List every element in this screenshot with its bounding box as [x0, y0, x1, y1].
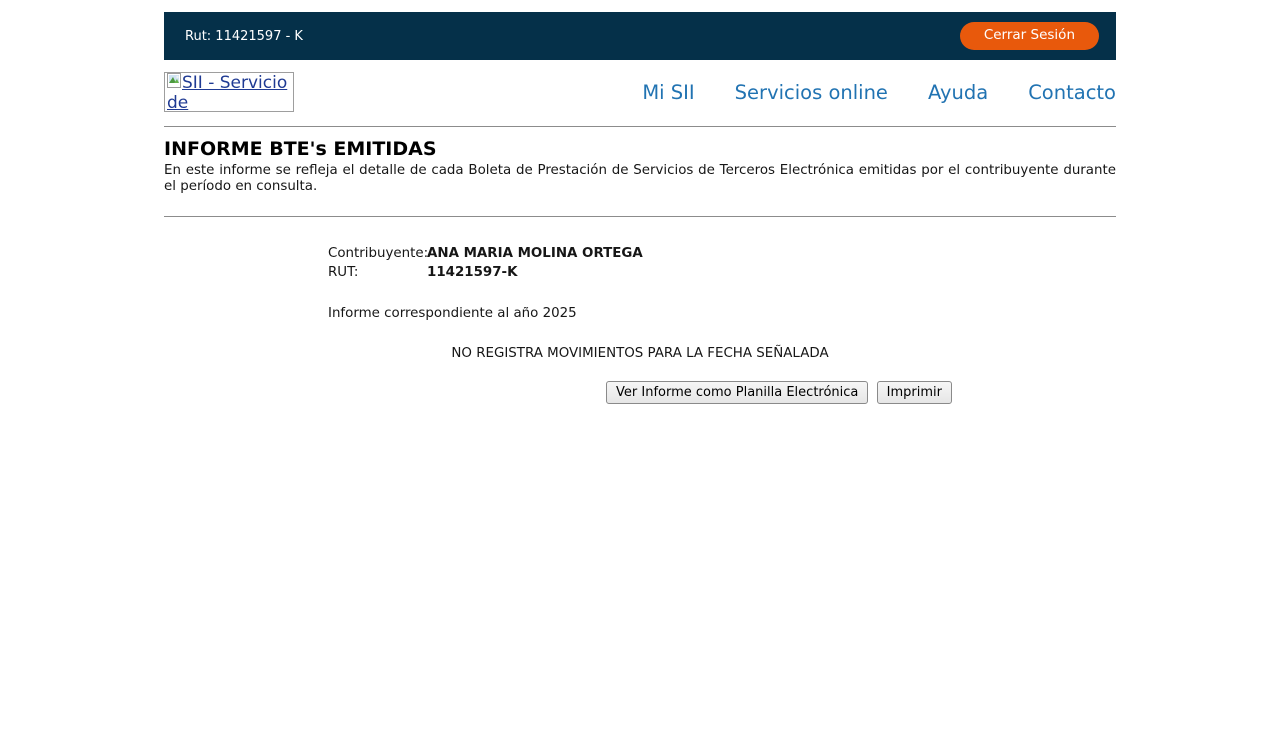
report-block	[328, 244, 952, 404]
page-title: INFORME BTE's EMITIDAS	[164, 138, 437, 160]
nav-ayuda[interactable]: Ayuda	[927, 80, 989, 104]
session-bar	[164, 12, 1116, 60]
sii-logo-link[interactable]	[164, 72, 294, 112]
rut-row-label: RUT:	[328, 265, 359, 280]
nav-contacto[interactable]: Contacto	[1028, 80, 1116, 104]
broken-image-icon	[167, 73, 181, 93]
rut-row	[328, 263, 952, 282]
logout-button[interactable]: Cerrar Sesión	[960, 22, 1099, 50]
nav-servicios-online[interactable]: Servicios online	[734, 80, 888, 104]
view-spreadsheet-button[interactable]: Ver Informe como Planilla Electrónica	[606, 381, 868, 404]
sii-logo-alt-text: SII - Servicio de	[167, 73, 288, 112]
period-text: Informe correspondiente al año 2025	[328, 306, 577, 321]
taxpayer-name: ANA MARIA MOLINA ORTEGA	[427, 246, 643, 261]
print-button[interactable]: Imprimir	[877, 381, 952, 404]
rut-row-value: 11421597-K	[427, 265, 518, 280]
site-header	[164, 60, 1116, 127]
taxpayer-label: Contribuyente:	[328, 246, 429, 261]
actions-row	[328, 381, 952, 404]
nav-mi-sii[interactable]: Mi SII	[642, 80, 695, 104]
page-container	[164, 12, 1116, 732]
session-rut-label: Rut: 11421597 - K	[185, 28, 303, 44]
no-movements-message: NO REGISTRA MOVIMIENTOS PARA LA FECHA SEÑALADA	[451, 346, 829, 361]
page-description: En este informe se refleja el detalle de cada Boleta de Prestación de Servicios de Terceros Electrónica emitidas por el contribuyente durante el período en consulta.	[164, 163, 1116, 194]
section-divider	[164, 216, 1116, 217]
taxpayer-row	[328, 244, 952, 263]
main-nav	[642, 81, 1116, 104]
